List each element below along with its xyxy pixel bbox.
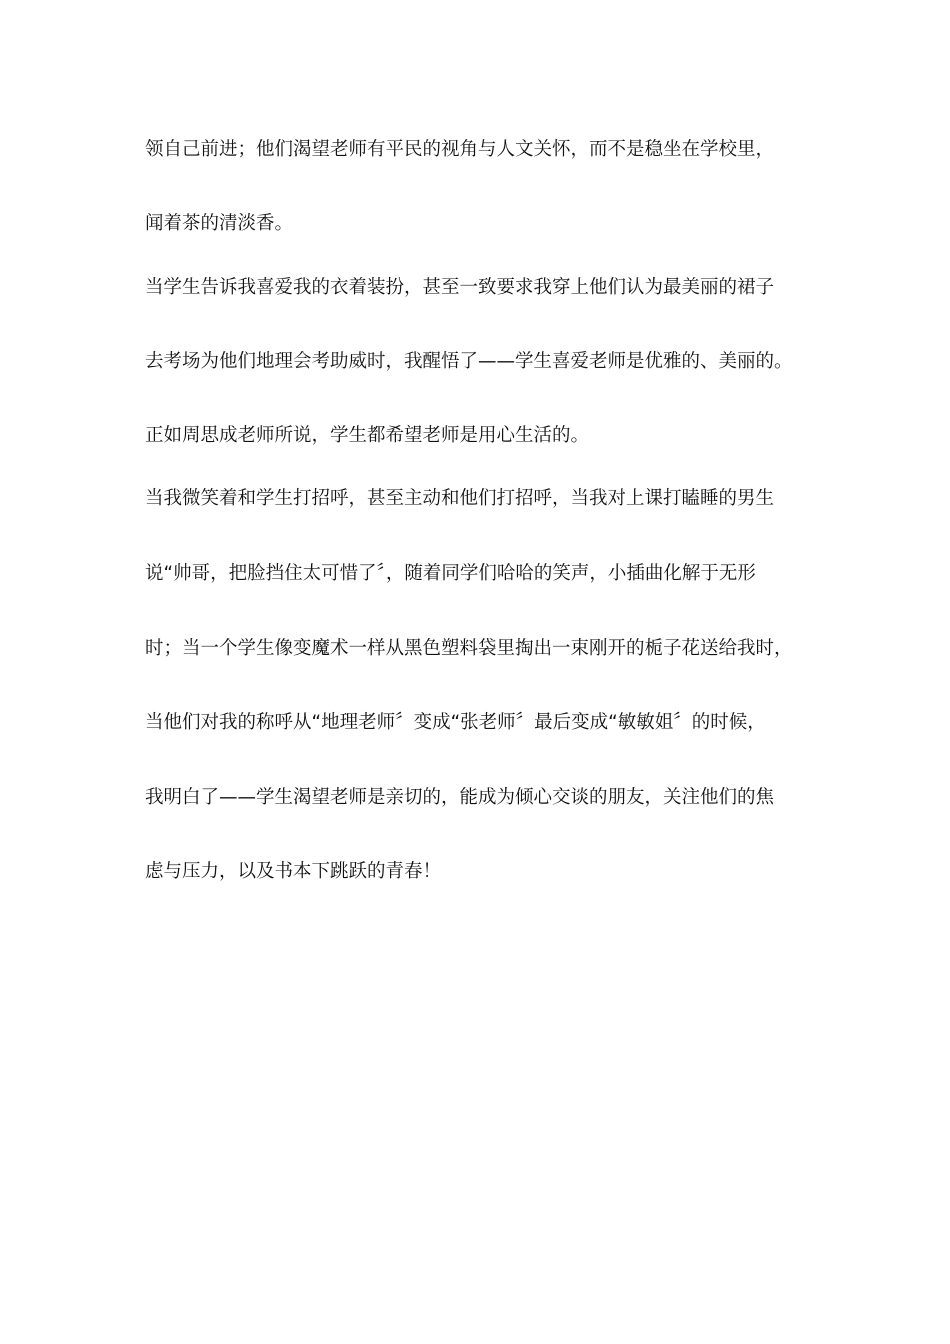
text-line: 正如周思成老师所说，学生都希望老师是用心生活的。 bbox=[145, 425, 590, 446]
text-line: 我明白了——学生渴望老师是亲切的，能成为倾心交谈的朋友，关注他们的焦 bbox=[145, 787, 775, 808]
text-line: 去考场为他们地理会考助威时，我醒悟了——学生喜爱老师是优雅的、美丽的。 bbox=[145, 351, 793, 372]
text-line: 闻着茶的清淡香。 bbox=[145, 213, 294, 234]
text-line: 领自己前进；他们渴望老师有平民的视角与人文关怀，而不是稳坐在学校里， bbox=[145, 139, 775, 160]
text-line: 说“帅哥，把脸挡住太可惜了〞，随着同学们哈哈的笑声，小插曲化解于无形 bbox=[145, 563, 756, 584]
text-line: 虑与压力，以及书本下跳跃的青春！ bbox=[145, 861, 442, 882]
text-line: 当他们对我的称呼从“地理老师〞变成“张老师〞最后变成“敏敏姐〞的时候， bbox=[145, 712, 766, 733]
text-line: 当我微笑着和学生打招呼，甚至主动和他们打招呼，当我对上课打瞌睡的男生 bbox=[145, 488, 775, 509]
text-line: 当学生告诉我喜爱我的衣着装扮，甚至一致要求我穿上他们认为最美丽的裙子 bbox=[145, 277, 775, 298]
text-line: 时；当一个学生像变魔术一样从黑色塑料袋里掏出一束刚开的栀子花送给我时， bbox=[145, 638, 793, 659]
